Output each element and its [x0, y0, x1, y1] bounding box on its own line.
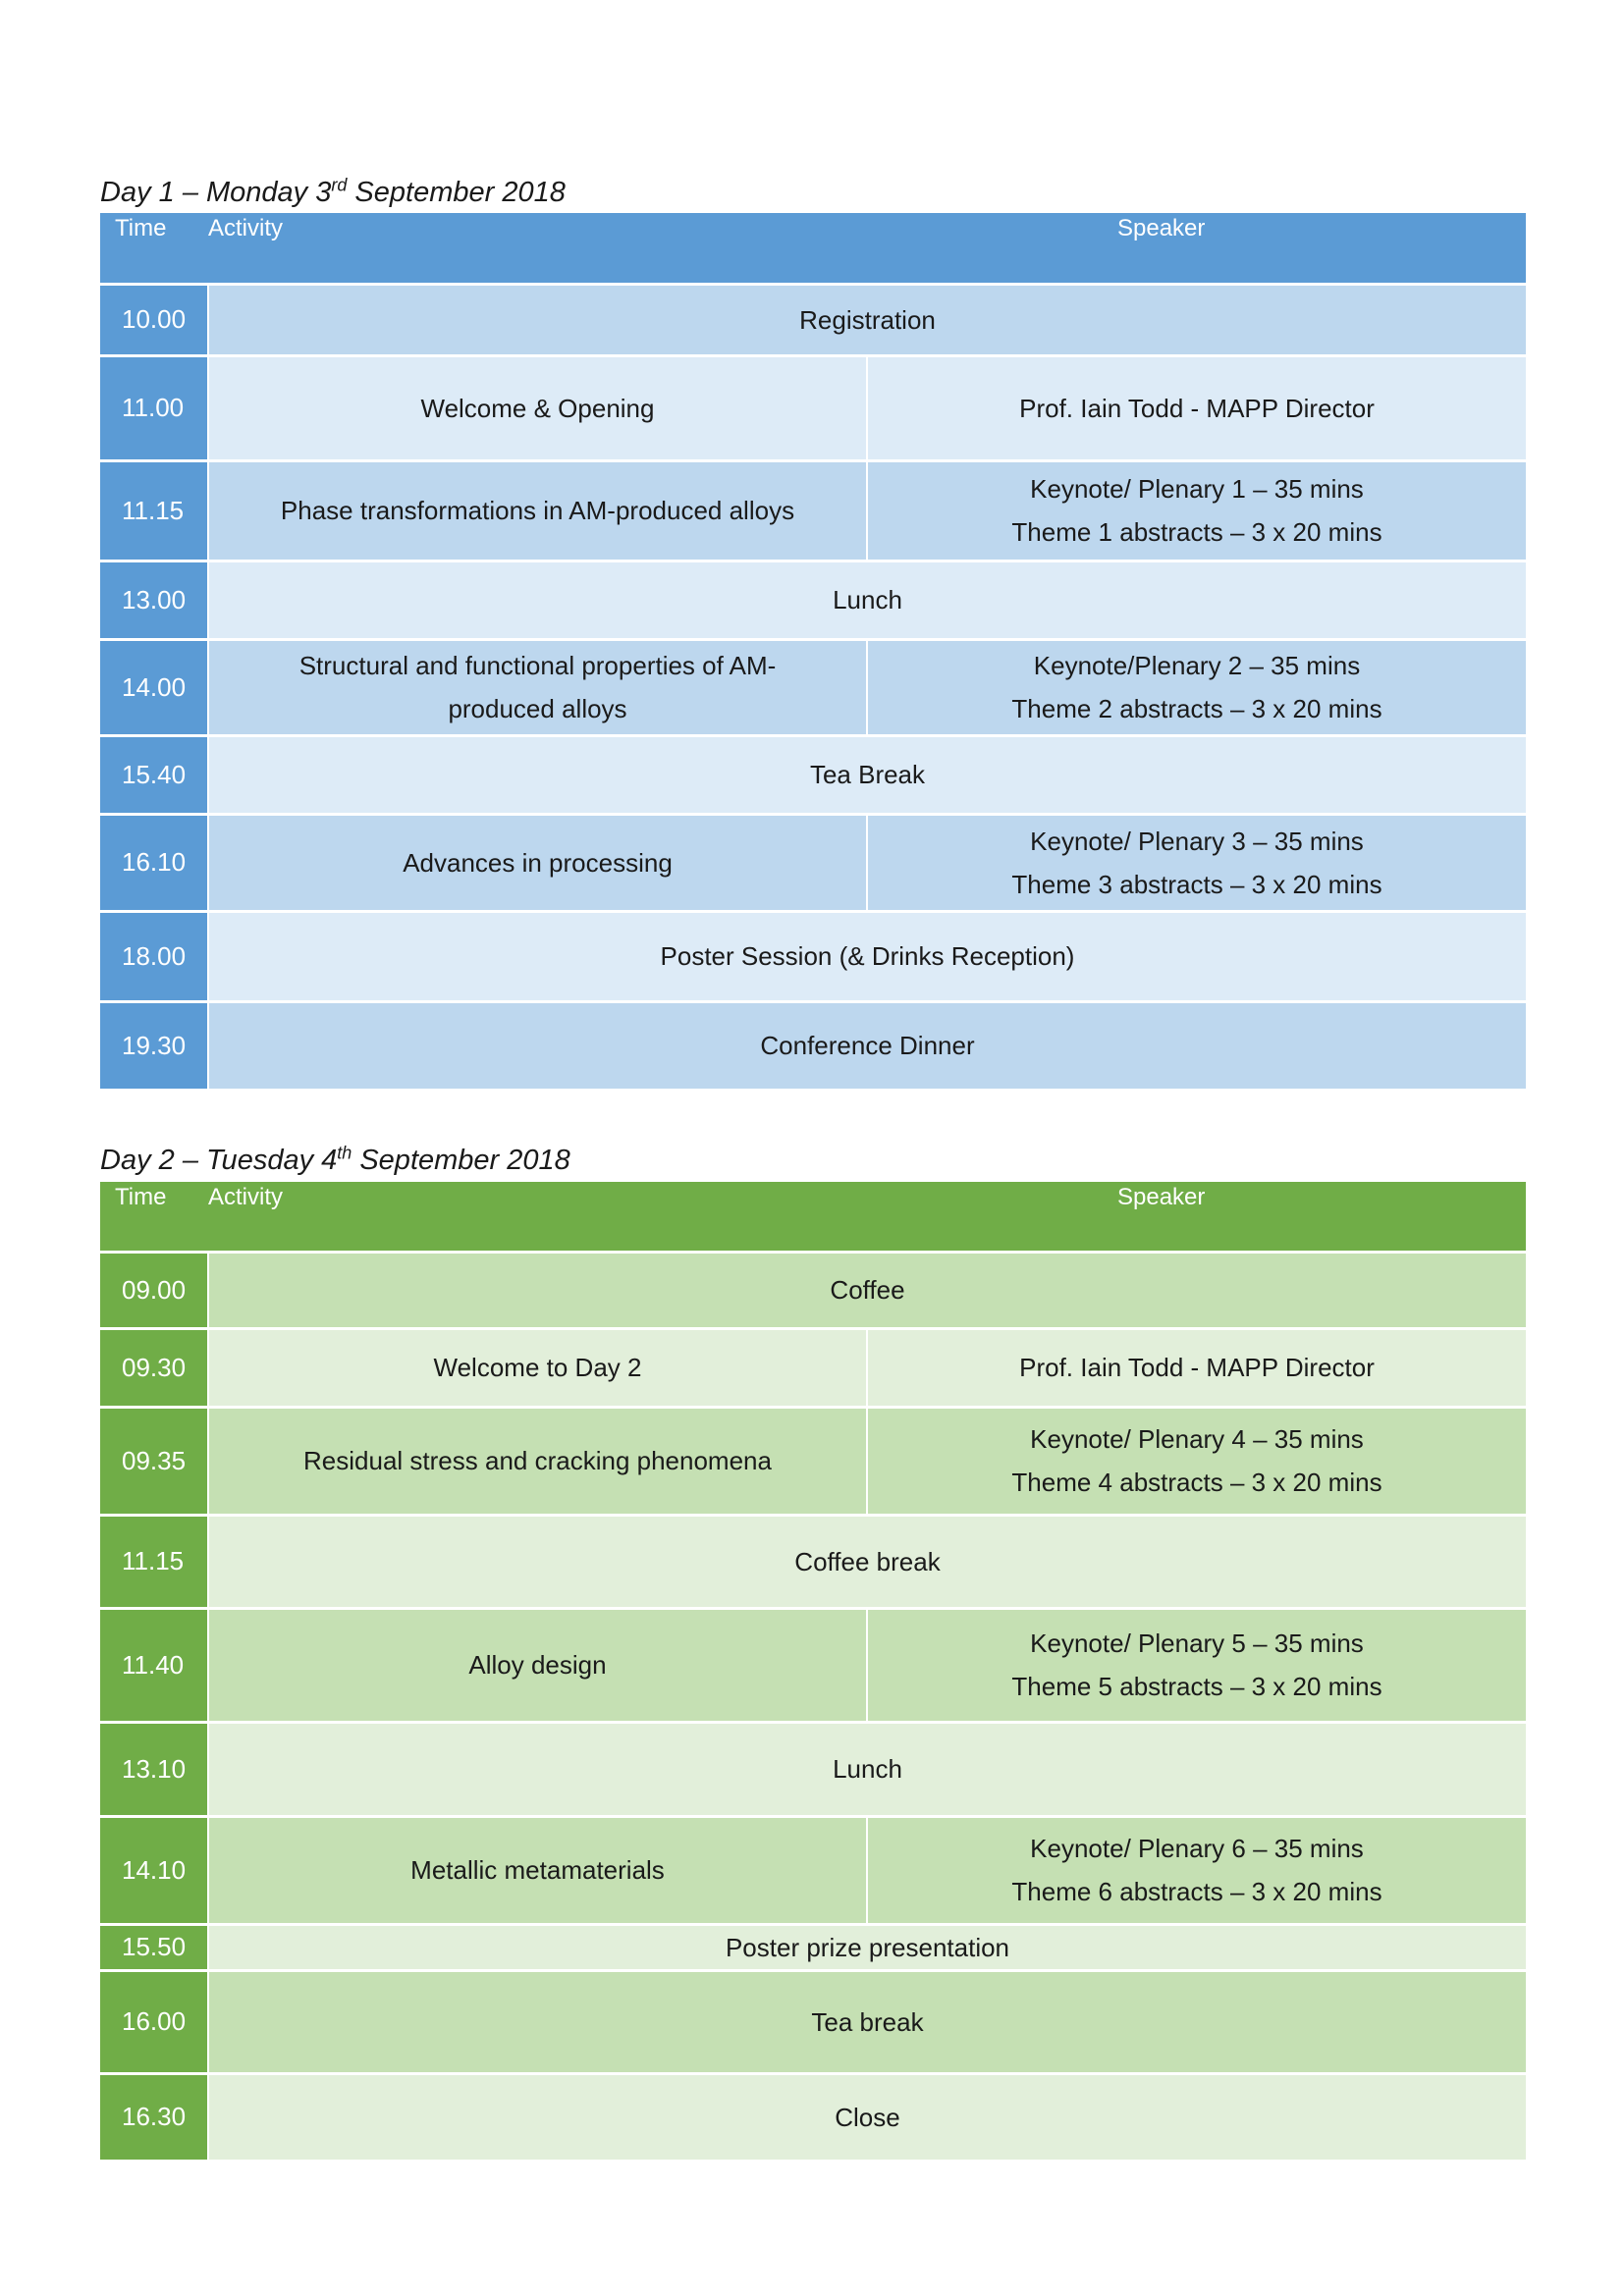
activity-cell: Coffee [208, 1252, 1526, 1328]
schedule-row [100, 911, 1526, 1001]
time-cell: 16.30 [100, 2073, 208, 2161]
speaker-cell [867, 355, 1526, 460]
header-row [100, 1182, 1526, 1252]
day1-schedule-table [100, 213, 1526, 1092]
activity-cell: Close [208, 2073, 1526, 2161]
time-cell: 13.10 [100, 1722, 208, 1816]
header-activity: Activity [208, 1182, 867, 1252]
speaker-line: Keynote/Plenary 2 – 35 mins [1033, 651, 1361, 680]
speaker-line: Theme 4 abstracts – 3 x 20 mins [1011, 1468, 1382, 1497]
activity-cell: Welcome to Day 2 [208, 1328, 867, 1407]
speaker-cell [867, 639, 1526, 735]
activity-cell: Phase transformations in AM-produced alloys [208, 460, 867, 561]
speaker-line: Keynote/ Plenary 3 – 35 mins [1030, 826, 1364, 856]
schedule-row [100, 735, 1526, 814]
activity-cell: Metallic metamaterials [208, 1816, 867, 1924]
activity-cell: Coffee break [208, 1515, 1526, 1608]
activity-cell: Poster Session (& Drinks Reception) [208, 911, 1526, 1001]
day2-title: Day 2 – Tuesday 4th September 2018 [100, 1143, 570, 1176]
speaker-cell [867, 1608, 1526, 1722]
time-cell: 11.00 [100, 355, 208, 460]
schedule-row [100, 355, 1526, 460]
activity-cell: Tea Break [208, 735, 1526, 814]
time-cell: 09.35 [100, 1407, 208, 1515]
schedule-row [100, 1970, 1526, 2073]
speaker-line: Keynote/ Plenary 1 – 35 mins [1030, 474, 1364, 504]
activity-cell: Structural and functional properties of AM-produced alloys [208, 639, 867, 735]
time-cell: 11.40 [100, 1608, 208, 1722]
activity-cell: Tea break [208, 1970, 1526, 2073]
speaker-cell [867, 1407, 1526, 1515]
time-cell: 16.00 [100, 1970, 208, 2073]
time-cell: 18.00 [100, 911, 208, 1001]
speaker-line: Keynote/ Plenary 4 – 35 mins [1030, 1424, 1364, 1454]
speaker-line: Prof. Iain Todd - MAPP Director [1019, 1353, 1375, 1382]
speaker-line: Keynote/ Plenary 5 – 35 mins [1030, 1629, 1364, 1658]
time-cell: 13.00 [100, 561, 208, 639]
speaker-line: Theme 2 abstracts – 3 x 20 mins [1011, 694, 1382, 723]
schedule-row [100, 1515, 1526, 1608]
time-cell: 11.15 [100, 460, 208, 561]
activity-cell: Poster prize presentation [208, 1924, 1526, 1970]
activity-cell: Lunch [208, 1722, 1526, 1816]
speaker-line: Theme 1 abstracts – 3 x 20 mins [1011, 517, 1382, 547]
activity-cell: Advances in processing [208, 814, 867, 911]
header-speaker: Speaker [867, 213, 1526, 284]
schedule-row [100, 1001, 1526, 1090]
schedule-row [100, 561, 1526, 639]
header-time: Time [100, 213, 208, 284]
day1-title: Day 1 – Monday 3rd September 2018 [100, 175, 566, 208]
speaker-line: Theme 5 abstracts – 3 x 20 mins [1011, 1672, 1382, 1701]
schedule-row [100, 1924, 1526, 1970]
schedule-row [100, 814, 1526, 911]
time-cell: 09.00 [100, 1252, 208, 1328]
activity-cell: Alloy design [208, 1608, 867, 1722]
schedule-row [100, 1328, 1526, 1407]
activity-cell: Lunch [208, 561, 1526, 639]
activity-cell: Welcome & Opening [208, 355, 867, 460]
speaker-line: Keynote/ Plenary 6 – 35 mins [1030, 1834, 1364, 1863]
time-cell: 16.10 [100, 814, 208, 911]
schedule-row [100, 284, 1526, 355]
time-cell: 14.00 [100, 639, 208, 735]
time-cell: 14.10 [100, 1816, 208, 1924]
schedule-row [100, 460, 1526, 561]
time-cell: 10.00 [100, 284, 208, 355]
schedule-row [100, 1407, 1526, 1515]
header-speaker: Speaker [867, 1182, 1526, 1252]
time-cell: 15.40 [100, 735, 208, 814]
time-cell: 15.50 [100, 1924, 208, 1970]
schedule-row [100, 2073, 1526, 2161]
speaker-line: Theme 3 abstracts – 3 x 20 mins [1011, 869, 1382, 899]
schedule-row [100, 1816, 1526, 1924]
time-cell: 19.30 [100, 1001, 208, 1090]
speaker-cell [867, 1816, 1526, 1924]
speaker-cell [867, 1328, 1526, 1407]
header-time: Time [100, 1182, 208, 1252]
schedule-row [100, 1608, 1526, 1722]
schedule-row [100, 1252, 1526, 1328]
speaker-cell [867, 814, 1526, 911]
time-cell: 09.30 [100, 1328, 208, 1407]
day2-schedule-table [100, 1182, 1526, 2163]
speaker-cell [867, 460, 1526, 561]
header-activity: Activity [208, 213, 867, 284]
schedule-row [100, 1722, 1526, 1816]
activity-cell: Conference Dinner [208, 1001, 1526, 1090]
time-cell: 11.15 [100, 1515, 208, 1608]
speaker-line: Theme 6 abstracts – 3 x 20 mins [1011, 1877, 1382, 1906]
schedule-row [100, 639, 1526, 735]
activity-cell: Registration [208, 284, 1526, 355]
activity-cell: Residual stress and cracking phenomena [208, 1407, 867, 1515]
header-row [100, 213, 1526, 284]
speaker-line: Prof. Iain Todd - MAPP Director [1019, 393, 1375, 423]
